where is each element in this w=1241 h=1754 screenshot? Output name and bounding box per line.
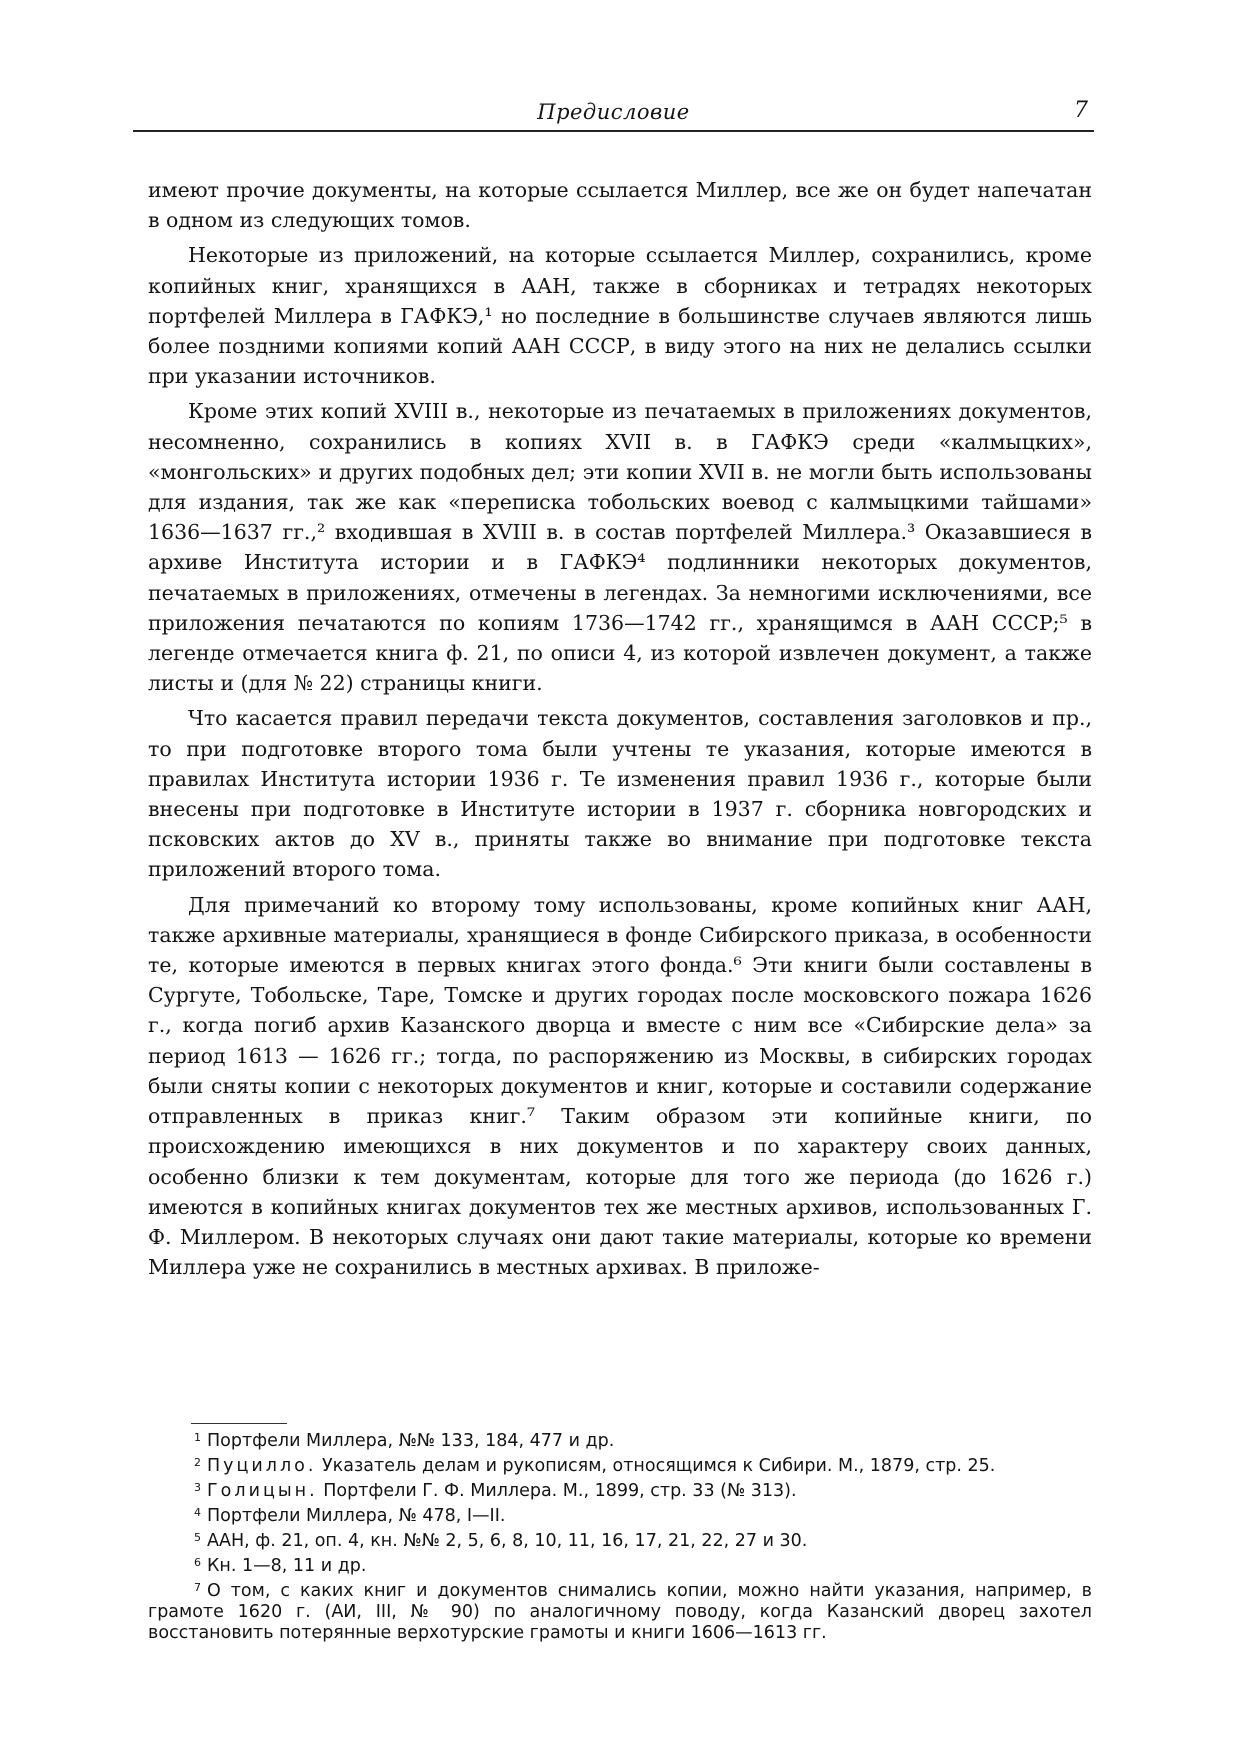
footnote <box>148 1552 1092 1577</box>
footnote <box>148 1427 1092 1452</box>
footnote-text: Портфели Миллера, № 478, I—II. <box>207 1506 506 1526</box>
footnote-text: Указатель делам и рукописям, относящимся к Сибири. М., 1879, стр. 25. <box>316 1456 996 1476</box>
paragraph: Для примечаний ко второму тому использованы, кроме копийных книг ААН, также архивные материалы, хранящиеся в фонде Сибирского приказа, в особенности те, которые имеются в первых книгах этого фонда.⁶ Эти книги были составлены в Сургуте, Тобольске, Таре, Томске и других городах после московского пожара 1626 г., когда погиб архив Казанского дворца и вместе с ним все «Сибирские дела» за период 1613 — 1626 гг.; тогда, по распоряжению из Москвы, в сибирских городах были сняты копии с некоторых документов и книг, которые и составили содержание отправленных в приказ книг.⁷ Таким образом эти копийные книги, по происхождению имеющихся в них документов и по характеру своих данных, особенно близки к тем документам, которые для того же периода (до 1626 г.) имеются в копийных книгах документов тех же местных архивов, использованных Г. Ф. Миллером. В некоторых случаях они дают такие материалы, которые ко времени Миллера уже не сохранились в местных архивах. В приложе- <box>148 892 1092 1280</box>
footnote-number: 1 <box>194 1431 201 1444</box>
footnote-text: Портфели Г. Ф. Миллера. М., 1899, стр. 33 (№ 313). <box>317 1481 797 1501</box>
footnote <box>148 1477 1092 1502</box>
footnote-author: Пуцилло. <box>207 1456 317 1476</box>
footnote-author: Голицын. <box>207 1481 318 1501</box>
footnote-text: ААН, ф. 21, оп. 4, кн. №№ 2, 5, 6, 8, 10, 11, 16, 17, 21, 22, 27 и 30. <box>207 1531 808 1551</box>
footnote-number: 6 <box>194 1556 201 1569</box>
footnote-number: 7 <box>194 1581 201 1594</box>
footnote-separator <box>191 1423 287 1424</box>
running-header <box>133 98 1094 132</box>
page-number: 7 <box>1074 98 1088 123</box>
footnotes <box>148 1427 1092 1644</box>
running-title: Предисловие <box>537 100 690 124</box>
footnote-text: Портфели Миллера, №№ 133, 184, 477 и др. <box>207 1431 615 1451</box>
footnote-number: 3 <box>194 1481 201 1494</box>
footnote-text: О том, с каких книг и документов снимались копии, можно найти указания, например, в грамоте 1620 г. (АИ, III, № 90) по аналогичному поводу, когда Казанский дворец захотел восстановить потерянные верхотурские грамоты и книги 1606—1613 гг. <box>148 1581 1092 1643</box>
footnote-number: 4 <box>194 1506 201 1519</box>
footnote-number: 2 <box>194 1456 201 1469</box>
footnote <box>148 1452 1092 1477</box>
footnote <box>148 1527 1092 1552</box>
footnote-number: 5 <box>194 1531 201 1544</box>
paragraph: Кроме этих копий XVIII в., некоторые из печатаемых в приложениях документов, несомненно, сохранились в копиях XVII в. в ГАФКЭ среди «калмыцких», «монгольских» и других подобных дел; эти копии XVII в. не могли быть использованы для издания, так же как «переписка тобольских воевод с калмыцкими тайшами» 1636—1637 гг.,² входившая в XVIII в. в состав портфелей Миллера.³ Оказавшиеся в архиве Института истории и в ГАФКЭ⁴ подлинники некоторых документов, печатаемых в приложениях, отмечены в легендах. За немногими исключениями, все приложения печатаются по копиям 1736—1742 гг., хранящимся в ААН СССР;⁵ в легенде отмечается книга ф. 21, по описи 4, из которой извлечен документ, а также листы и (для № 22) страницы книги. <box>148 399 1092 696</box>
footnote-text: Кн. 1—8, 11 и др. <box>207 1556 367 1576</box>
main-text <box>148 175 1092 1287</box>
paragraph: Некоторые из приложений, на которые ссылается Миллер, сохранились, кроме копийных книг, хранящихся в ААН, также в сборниках и тетрадях некоторых портфелей Миллера в ГАФКЭ,¹ но последние в большинстве случаев являются лишь более поздними копиями копий ААН СССР, в виду этого на них не делались ссылки при указании источников. <box>148 243 1092 389</box>
footnote <box>148 1502 1092 1527</box>
paragraph: Что касается правил передачи текста документов, составления заголовков и пр., то при подготовке второго тома были учтены те указания, которые имеются в правилах Института истории 1936 г. Те изменения правил 1936 г., которые были внесены при подготовке в Институте истории в 1937 г. сборника новгородских и псковских актов до XV в., приняты также во внимание при подготовке текста приложений второго тома. <box>148 706 1092 882</box>
footnote <box>148 1577 1092 1644</box>
paragraph-continued: имеют прочие документы, на которые ссылается Миллер, все же он будет напечатан в одном из следующих томов. <box>148 178 1092 233</box>
